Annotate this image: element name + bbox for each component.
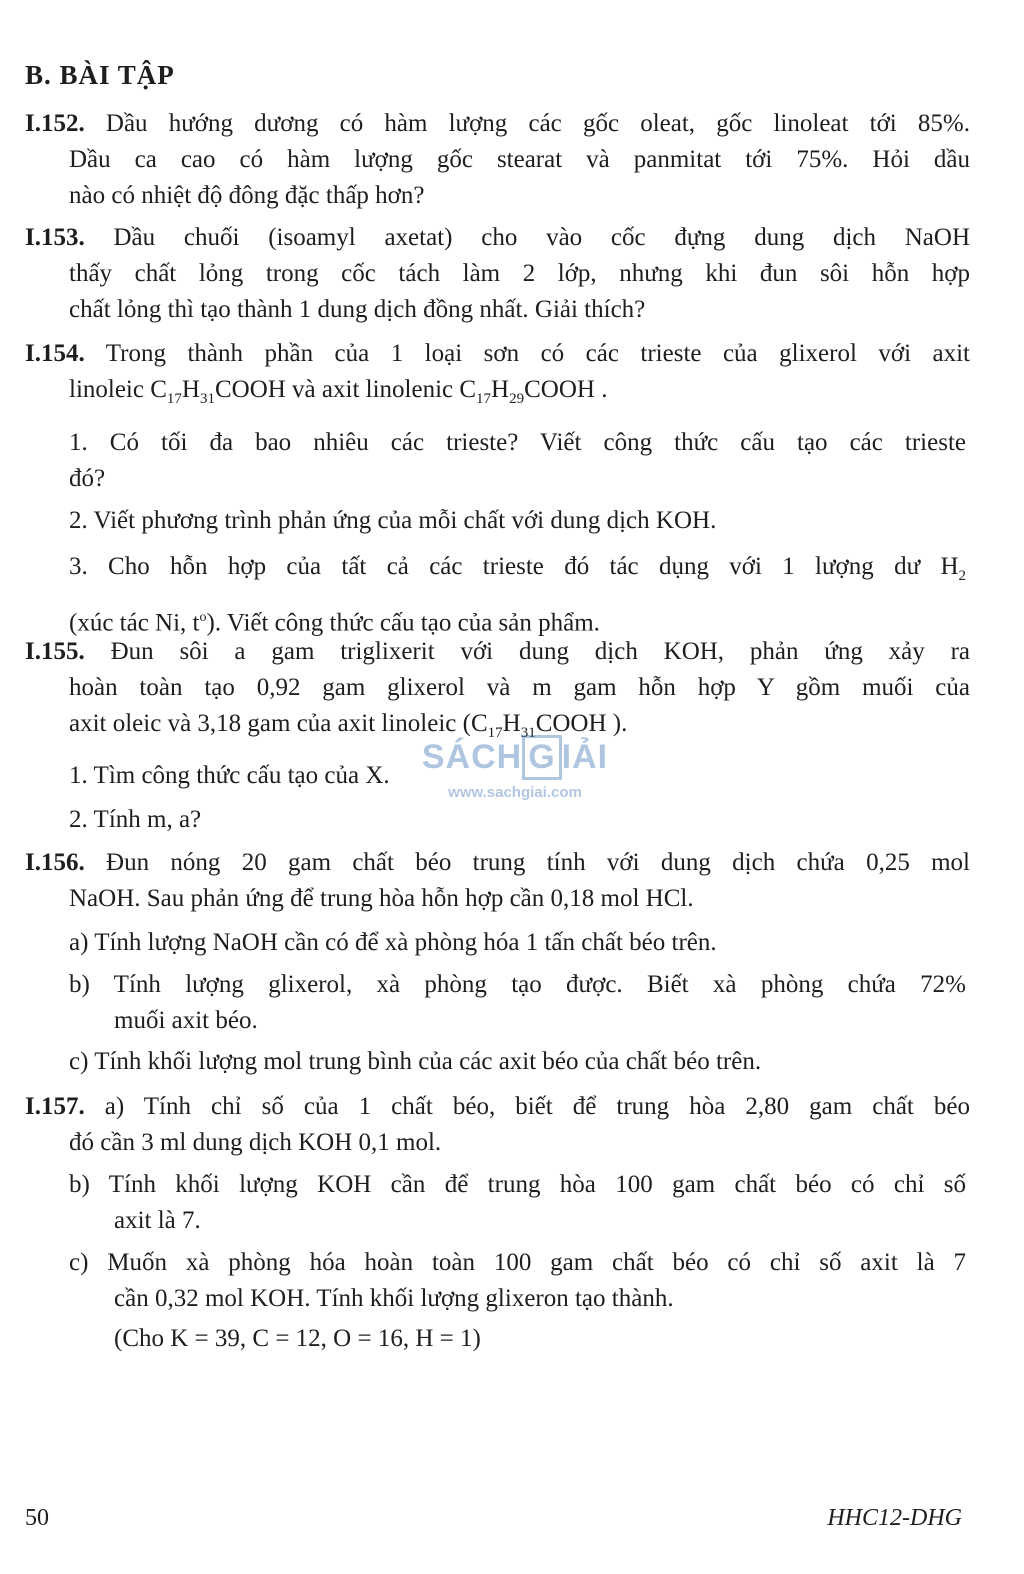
exercise-text: NaOH. Sau phản ứng để trung hòa hỗn hợp cần 0,18 mol HCl. [69, 885, 694, 912]
subquestion-1: 1. Tìm công thức cấu tạo của X. [69, 762, 390, 789]
exercise-154 [25, 336, 970, 417]
exercise-text: Đun nóng 20 gam chất béo trung tính với dung dịch chứa 0,25 mol [106, 849, 971, 876]
exercise-label: I.152. [25, 110, 85, 137]
exercise-text: Trong thành phần của 1 loại sơn có các trieste của glixerol với axit [105, 340, 970, 367]
constants-note: (Cho K = 39, C = 12, O = 16, H = 1) [114, 1325, 481, 1352]
book-code: HHC12-DHG [827, 1505, 962, 1531]
watermark [410, 735, 620, 801]
exercise-label: I.157. [25, 1093, 85, 1120]
subquestion-3: 3. Cho hỗn hợp của tất cả các trieste đó tác dụng với 1 lượng dư $H_2$ (xúc tác Ni, $t^o$). Viết công thức cấu tạo của sản phẩm. [69, 553, 966, 637]
exercise-155 [25, 634, 970, 751]
exercise-153 [25, 220, 970, 328]
exercise-157 [25, 1089, 970, 1161]
exercise-156 [25, 845, 970, 917]
subquestion-a: a) Tính lượng NaOH cần có để xà phòng hóa 1 tấn chất béo trên. [69, 929, 717, 956]
exercise-label: I.153. [25, 224, 85, 251]
exercise-text: Dầu hướng dương có hàm lượng các gốc oleat, gốc linoleat tới 85%. [105, 110, 970, 137]
watermark-logo: SÁCH G IẢI [410, 735, 620, 780]
subquestion-2: 2. Tính m, a? [69, 806, 202, 833]
subquestion-c: c) Muốn xà phòng hóa hoàn toàn 100 gam chất béo có chỉ số axit là 7 cần 0,32 mol KOH. Tính khối lượng glixeron tạo thành. (Cho K = 39, C = 12, O = 16, H = 1) [69, 1245, 966, 1357]
exercise-label: I.155. [25, 638, 85, 665]
exercise-label: I.154. [25, 340, 85, 367]
page-number: 50 [25, 1505, 49, 1531]
subquestion-b: b) Tính khối lượng KOH cần để trung hòa 100 gam chất béo có chỉ số axit là 7. [69, 1171, 966, 1234]
exercise-text: hoàn toàn tạo 0,92 gam glixerol và m gam hỗn hợp Y gồm muối của [69, 674, 970, 701]
formula-line: linoleic $C_{17}H_{31}COOH$ và axit linolenic $C_{17}H_{29}COOH$ . [69, 376, 608, 407]
exercise-text: chất lỏng thì tạo thành 1 dung dịch đồng nhất. Giải thích? [69, 296, 646, 323]
exercise-text: Đun sôi a gam triglixerit với dung dịch KOH, phản ứng xảy ra [110, 638, 971, 665]
subquestion-1: 1. Có tối đa bao nhiêu các trieste? Viết công thức cấu tạo các trieste đó? [69, 429, 966, 492]
exercise-152 [25, 106, 970, 214]
section-heading: B. BÀI TẬP [25, 60, 175, 90]
subquestion-b: b) Tính lượng glixerol, xà phòng tạo được. Biết xà phòng chứa 72% muối axit béo. [69, 971, 966, 1034]
exercise-label: I.156. [25, 849, 85, 876]
exercise-text: nào có nhiệt độ đông đặc thấp hơn? [69, 182, 425, 209]
exercise-text: Dầu chuối (isoamyl axetat) cho vào cốc đựng dung dịch NaOH [113, 224, 971, 251]
exercise-text: Dầu ca cao có hàm lượng gốc stearat và panmitat tới 75%. Hỏi dầu [69, 146, 970, 173]
formula-line: axit oleic và 3,18 gam của axit linoleic ($C_{17}H_{31}COOH$ ). [69, 710, 628, 741]
exercise-text: thấy chất lỏng trong cốc tách làm 2 lớp, nhưng khi đun sôi hỗn hợp [69, 260, 970, 287]
exercise-text: a) Tính chỉ số của 1 chất béo, biết để trung hòa 2,80 gam chất béo [104, 1093, 970, 1120]
watermark-url: www.sachgiai.com [448, 784, 582, 801]
exercise-text: đó cần 3 ml dung dịch KOH 0,1 mol. [69, 1129, 442, 1156]
subquestion-2: 2. Viết phương trình phản ứng của mỗi chất với dung dịch KOH. [69, 507, 717, 534]
subquestion-c: c) Tính khối lượng mol trung bình của các axit béo của chất béo trên. [69, 1048, 762, 1075]
